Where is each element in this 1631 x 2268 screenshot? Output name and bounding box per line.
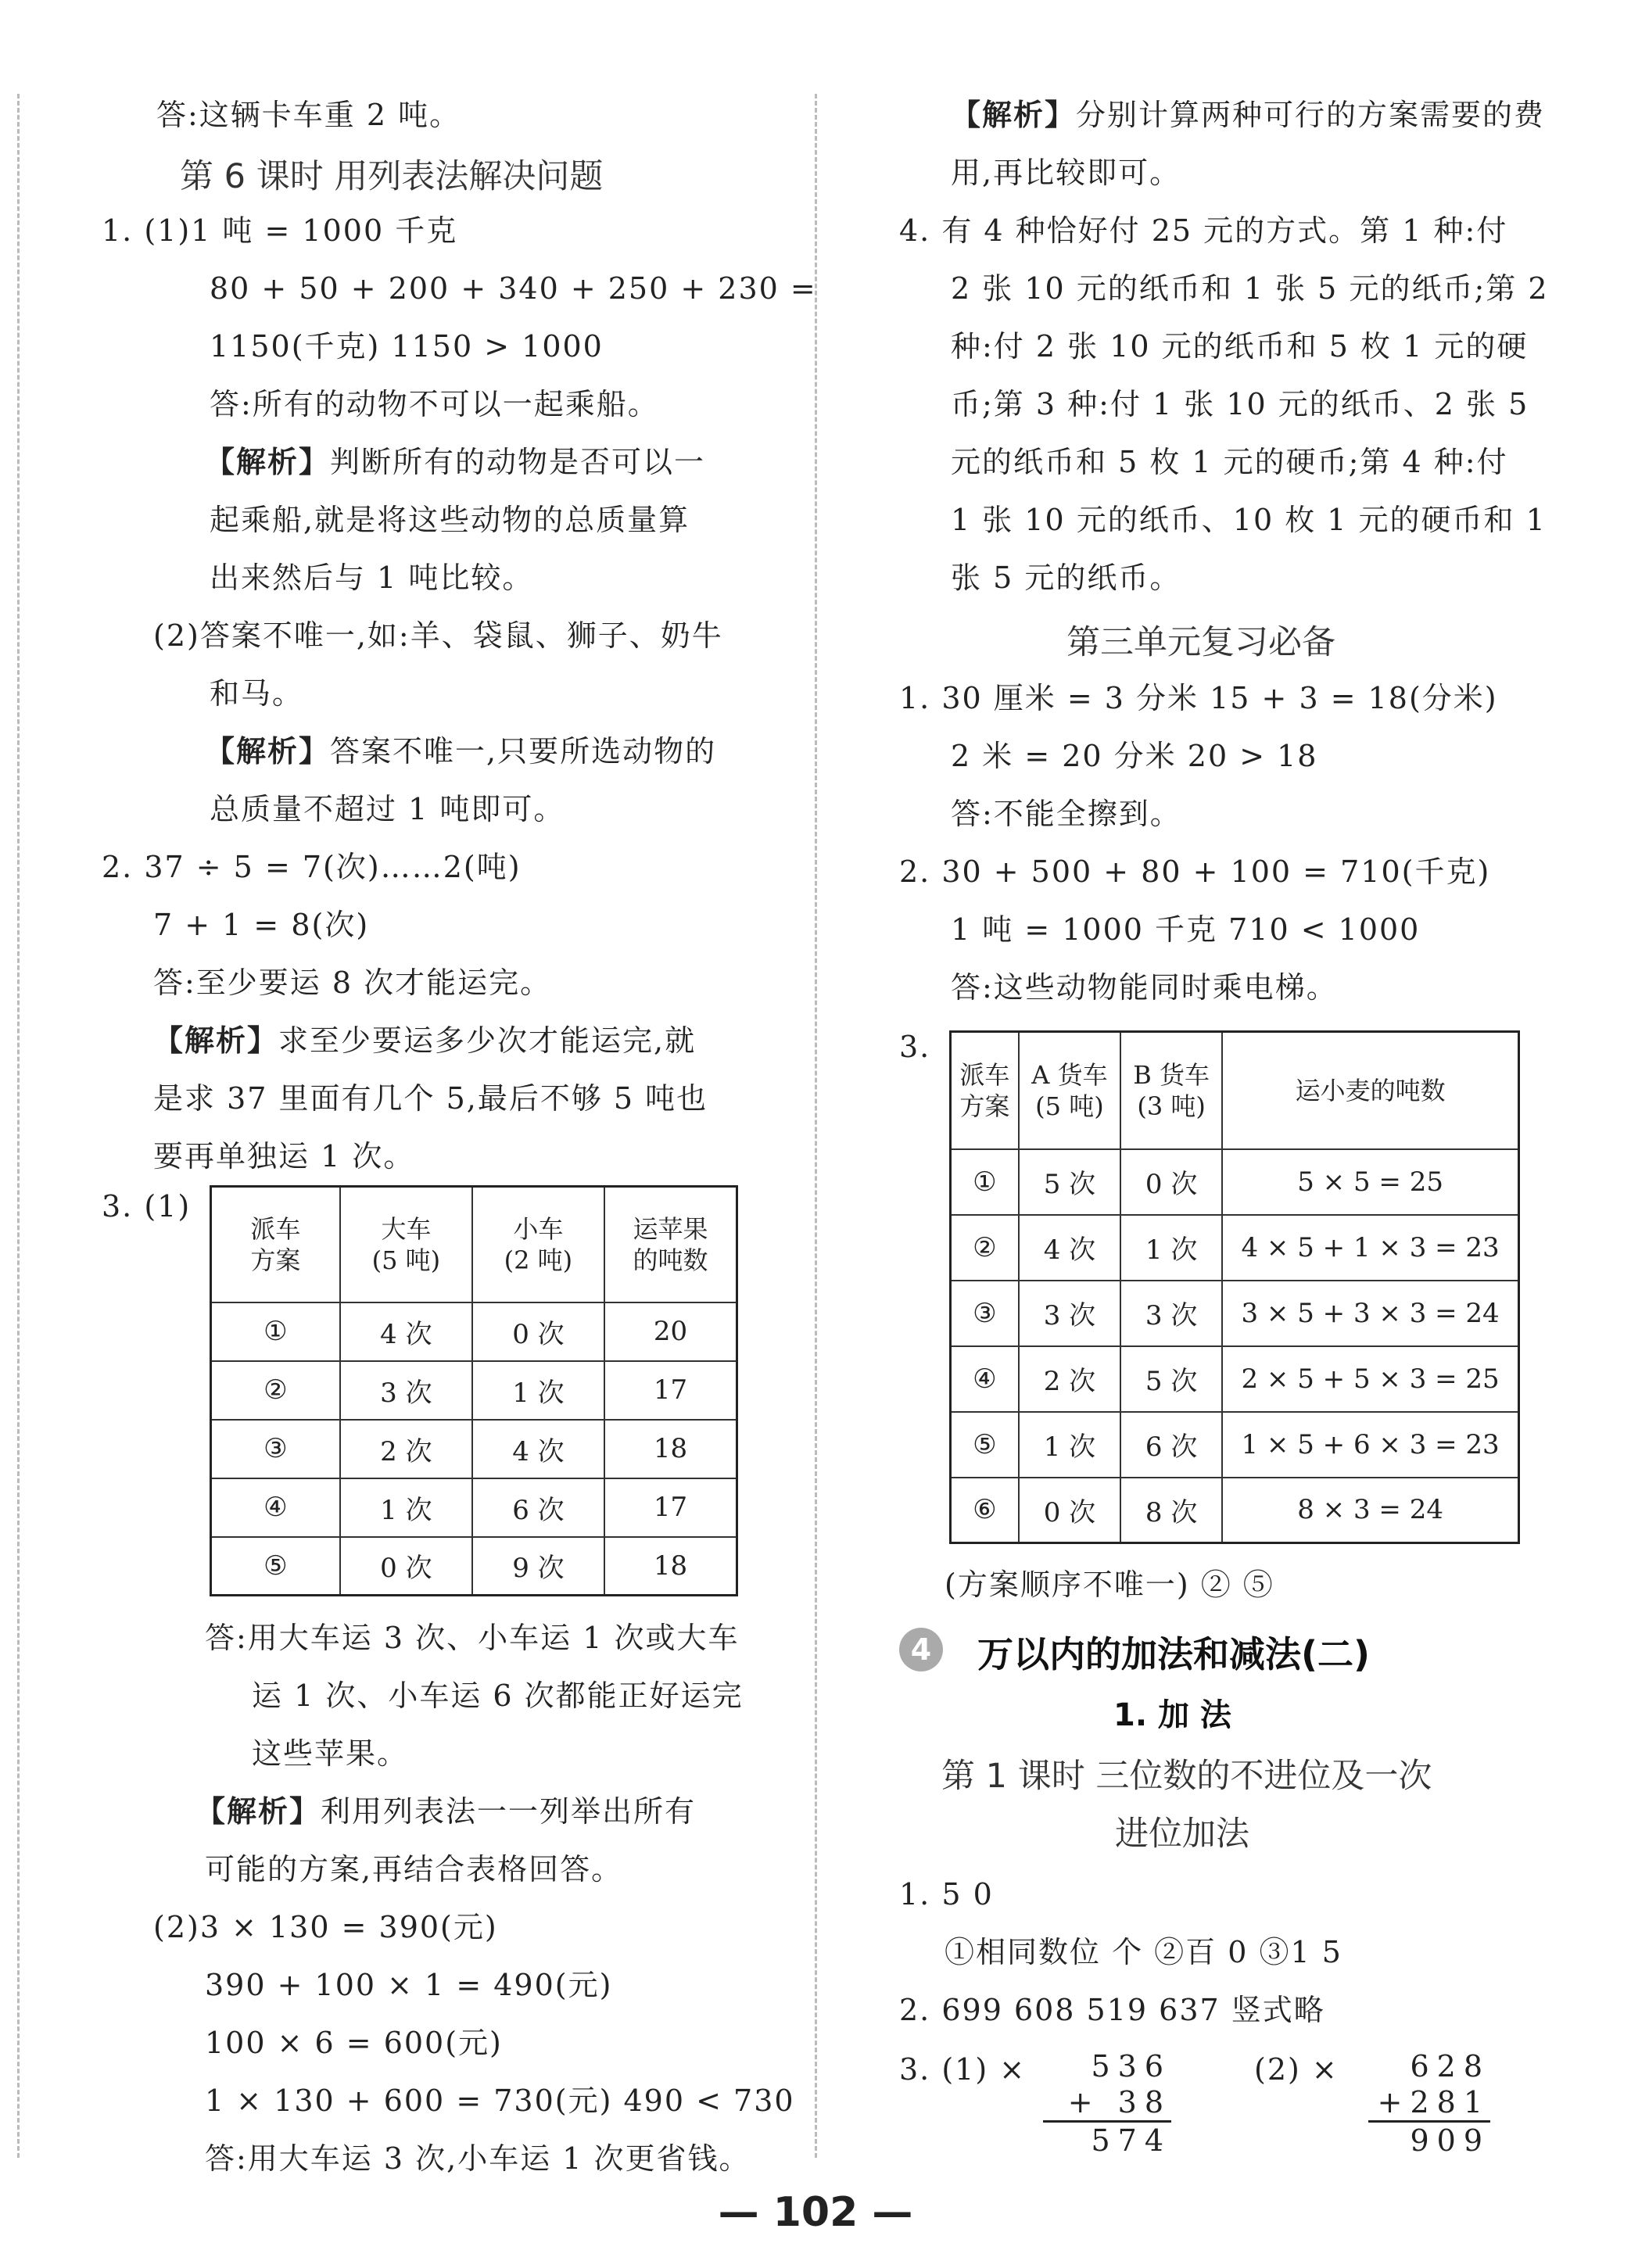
q4-line-5: 元的纸币和 5 枚 1 元的硬币;第 4 种:付 xyxy=(951,445,1508,479)
lesson-heading-1-cont: 进位加法 xyxy=(1115,1815,1249,1854)
q4-line-2: 2 张 10 元的纸币和 1 张 5 元的纸币;第 2 xyxy=(951,271,1549,306)
table-cell: 3 次 xyxy=(340,1361,472,1420)
q2-analysis-3: 要再单独运 1 次。 xyxy=(153,1139,415,1173)
lesson-q3-2: (2) × xyxy=(1254,2052,1339,2087)
review-q3-note: (方案顺序不唯一) ② ⑤ xyxy=(945,1568,1274,1602)
q2-calc-2: 7 + 1 = 8(次) xyxy=(153,908,370,942)
lesson-heading-6: 第 6 课时 用列表法解决问题 xyxy=(180,157,604,196)
q1-part2-analysis-2: 总质量不超过 1 吨即可。 xyxy=(210,792,565,826)
unit-number-badge: 4 xyxy=(899,1628,943,1671)
table-cell: 3 × 5 + 3 × 3 = 24 xyxy=(1222,1281,1518,1346)
table-cell: 0 次 xyxy=(340,1537,472,1596)
table-cell: 5 次 xyxy=(1120,1346,1222,1412)
q3-part1: 3. (1) xyxy=(102,1189,192,1224)
table-cell: 6 次 xyxy=(1120,1412,1222,1478)
sum: 909 xyxy=(1368,2120,1490,2159)
table-cell: 0 次 xyxy=(1019,1478,1120,1543)
table-cell: 8 次 xyxy=(1120,1478,1222,1543)
table-cell: ① xyxy=(951,1149,1019,1215)
table-cell: 3 次 xyxy=(1120,1281,1222,1346)
table-header: A 货车 (5 吨) xyxy=(1019,1032,1120,1149)
review-q1-2: 2 米 = 20 分米 20 > 18 xyxy=(951,739,1318,773)
table-cell: 9 次 xyxy=(472,1537,604,1596)
vertical-addition-1 xyxy=(1043,2048,1171,2159)
q3-answer-1: 答:用大车运 3 次、小车运 1 次或大车 xyxy=(205,1621,740,1655)
q1-part2-cont: 和马。 xyxy=(210,676,304,711)
table-header: 运小麦的吨数 xyxy=(1222,1032,1518,1149)
apple-plan-table xyxy=(210,1185,738,1596)
review-q1-answer: 答:不能全擦到。 xyxy=(951,797,1181,831)
table-header: 大车 (5 吨) xyxy=(340,1187,472,1302)
table-header: B 货车 (3 吨) xyxy=(1120,1032,1222,1149)
review-q2-2: 1 吨 = 1000 千克 710 < 1000 xyxy=(951,912,1421,947)
addend-a: 628 xyxy=(1410,2049,1490,2083)
table-cell: 17 xyxy=(604,1478,737,1537)
review-q2: 2. 30 + 500 + 80 + 100 = 710(千克) xyxy=(899,855,1491,889)
lesson-q1: 1. 5 0 xyxy=(899,1877,994,1911)
table-header: 派车 方案 xyxy=(211,1187,340,1302)
table-cell: 5 次 xyxy=(1019,1149,1120,1215)
q4-line-7: 张 5 元的纸币。 xyxy=(951,561,1181,595)
table-cell: 4 次 xyxy=(472,1420,604,1478)
table-cell: 18 xyxy=(604,1537,737,1596)
page-number: — 102 — xyxy=(718,2189,913,2236)
wheat-plan-table xyxy=(949,1030,1520,1544)
q3-part2-4: 1 × 130 + 600 = 730(元) 490 < 730 xyxy=(205,2083,795,2118)
lesson-q2: 2. 699 608 519 637 竖式略 xyxy=(899,1993,1325,2027)
table-header: 派车 方案 xyxy=(951,1032,1019,1149)
q1-part2-analysis-1: 【解析】答案不唯一,只要所选动物的 xyxy=(205,734,717,769)
q3-part2-2: 390 + 100 × 1 = 490(元) xyxy=(205,1968,613,2002)
table-cell: ① xyxy=(211,1302,340,1361)
table-cell: 17 xyxy=(604,1361,737,1420)
table-cell: 4 次 xyxy=(340,1302,472,1361)
table-cell: 1 次 xyxy=(472,1361,604,1420)
table-header: 运苹果 的吨数 xyxy=(604,1187,737,1302)
review-heading: 第三单元复习必备 xyxy=(1066,623,1335,662)
table-cell: 20 xyxy=(604,1302,737,1361)
q3-part2-answer: 答:用大车运 3 次,小车运 1 次更省钱。 xyxy=(205,2141,751,2176)
table-cell: ④ xyxy=(211,1478,340,1537)
review-q3: 3. xyxy=(899,1030,931,1064)
sum: 574 xyxy=(1043,2120,1171,2159)
q4-line-4: 币;第 3 种:付 1 张 10 元的纸币、2 张 5 xyxy=(951,387,1529,421)
review-q1: 1. 30 厘米 = 3 分米 15 + 3 = 18(分米) xyxy=(899,681,1498,715)
q2-calc: 2. 37 ÷ 5 = 7(次)……2(吨) xyxy=(102,850,522,884)
table-cell: ⑤ xyxy=(951,1412,1019,1478)
table-cell: ⑤ xyxy=(211,1537,340,1596)
table-cell: 1 × 5 + 6 × 3 = 23 xyxy=(1222,1412,1518,1478)
q1-result: 1150(千克) 1150 > 1000 xyxy=(210,329,604,364)
q1-analysis-2: 起乘船,就是将这些动物的总质量算 xyxy=(210,503,690,537)
section-title: 1. 加 法 xyxy=(1113,1697,1231,1733)
table-cell: ⑥ xyxy=(951,1478,1019,1543)
table-cell: 2 × 5 + 5 × 3 = 25 xyxy=(1222,1346,1518,1412)
column-divider xyxy=(815,94,817,2158)
table-cell: 6 次 xyxy=(472,1478,604,1537)
table-cell: 2 次 xyxy=(1019,1346,1120,1412)
addend-a: 536 xyxy=(1091,2049,1171,2083)
table-cell: 1 次 xyxy=(340,1478,472,1537)
q1-calc: 80 + 50 + 200 + 340 + 250 + 230 = xyxy=(210,271,817,306)
table-cell: 18 xyxy=(604,1420,737,1478)
q1-part1: 1. (1)1 吨 = 1000 千克 xyxy=(102,213,458,248)
left-margin-line xyxy=(17,94,20,2158)
table-cell: 2 次 xyxy=(340,1420,472,1478)
q3-part2-1: (2)3 × 130 = 390(元) xyxy=(153,1910,498,1944)
table-cell: ④ xyxy=(951,1346,1019,1412)
table-cell: 1 次 xyxy=(1019,1412,1120,1478)
right-analysis-1: 【解析】分别计算两种可行的方案需要的费 xyxy=(951,98,1546,132)
table-cell: 8 × 3 = 24 xyxy=(1222,1478,1518,1543)
table-cell: ② xyxy=(211,1361,340,1420)
q2-analysis-2: 是求 37 里面有几个 5,最后不够 5 吨也 xyxy=(153,1081,708,1116)
right-analysis-2: 用,再比较即可。 xyxy=(951,156,1181,190)
q3-answer-3: 这些苹果。 xyxy=(252,1736,409,1771)
q3-part2-3: 100 × 6 = 600(元) xyxy=(205,2026,503,2060)
q1-part2: (2)答案不唯一,如:羊、袋鼠、狮子、奶牛 xyxy=(153,618,723,653)
unit-title: 万以内的加法和减法(二) xyxy=(977,1633,1371,1675)
vertical-addition-2 xyxy=(1368,2048,1490,2159)
left-line-1: 答:这辆卡车重 2 吨。 xyxy=(156,98,461,132)
q1-analysis-1: 【解析】判断所有的动物是否可以一 xyxy=(205,445,706,479)
table-cell: 4 次 xyxy=(1019,1215,1120,1281)
q3-analysis-2: 可能的方案,再结合表格回答。 xyxy=(205,1852,623,1886)
q2-analysis-1: 【解析】求至少要运多少次才能运完,就 xyxy=(153,1023,697,1058)
table-header: 小车 (2 吨) xyxy=(472,1187,604,1302)
lesson-heading-1: 第 1 课时 三位数的不进位及一次 xyxy=(941,1757,1432,1796)
q4-line-1: 4. 有 4 种恰好付 25 元的方式。第 1 种:付 xyxy=(899,213,1508,248)
q1-answer: 答:所有的动物不可以一起乘船。 xyxy=(210,387,659,421)
q3-answer-2: 运 1 次、小车运 6 次都能正好运完 xyxy=(252,1679,744,1713)
table-cell: 3 次 xyxy=(1019,1281,1120,1346)
table-cell: 5 × 5 = 25 xyxy=(1222,1149,1518,1215)
q3-analysis-1: 【解析】利用列表法一一列举出所有 xyxy=(195,1794,697,1829)
addend-b: +281 xyxy=(1377,2085,1490,2119)
table-cell: 0 次 xyxy=(472,1302,604,1361)
q4-line-3: 种:付 2 张 10 元的纸币和 5 枚 1 元的硬 xyxy=(951,329,1529,364)
q1-analysis-3: 出来然后与 1 吨比较。 xyxy=(210,561,534,595)
table-cell: ③ xyxy=(951,1281,1019,1346)
table-cell: 0 次 xyxy=(1120,1149,1222,1215)
lesson-q3-1: 3. (1) × xyxy=(899,2052,1027,2087)
review-q2-answer: 答:这些动物能同时乘电梯。 xyxy=(951,970,1338,1005)
lesson-q1-2: ①相同数位 个 ②百 0 ③1 5 xyxy=(945,1935,1342,1969)
q4-line-6: 1 张 10 元的纸币、10 枚 1 元的硬币和 1 xyxy=(951,503,1547,537)
q2-answer: 答:至少要运 8 次才能运完。 xyxy=(153,966,552,1000)
addend-b: + 38 xyxy=(1067,2085,1171,2119)
table-cell: ③ xyxy=(211,1420,340,1478)
table-cell: 1 次 xyxy=(1120,1215,1222,1281)
table-cell: ② xyxy=(951,1215,1019,1281)
table-cell: 4 × 5 + 1 × 3 = 23 xyxy=(1222,1215,1518,1281)
